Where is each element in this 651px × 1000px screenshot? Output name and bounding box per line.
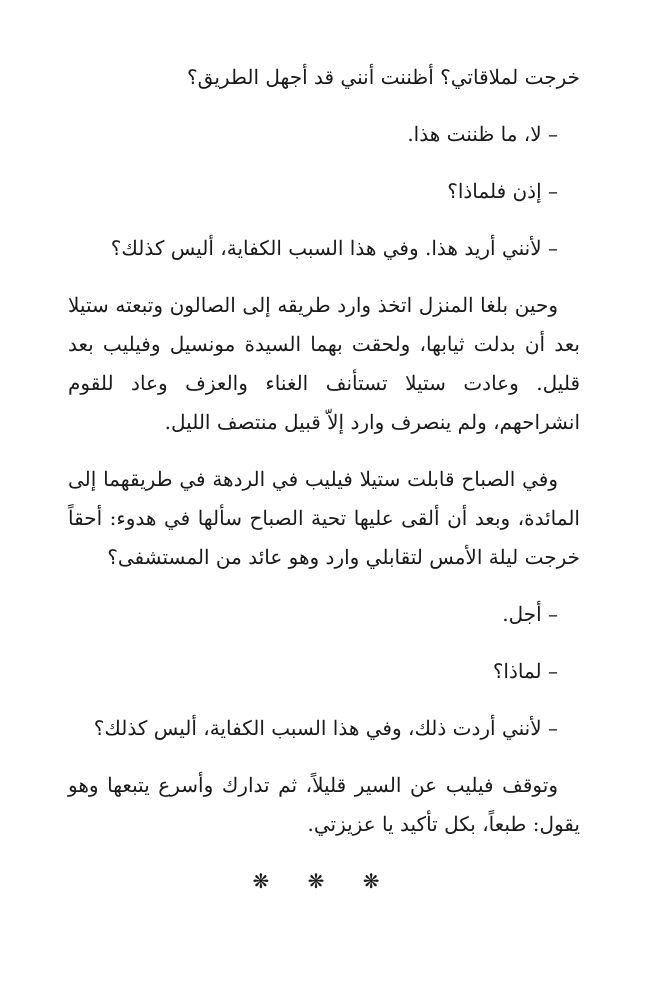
dialogue-line: – أجل. <box>502 602 558 626</box>
body-paragraph: وحين بلغا المنزل اتخذ وارد طريقه إلى الصالون وتبعته ستيلا بعد أن بدلت ثيابها، ولحقت بهما السيدة مونسيل وفيليب بعد قليل. وعادت ستيلا تستأنف الغناء والعزف وعاد للقوم انشراحهم، ولم ينصرف وارد إلاّ قبيل منتصف الليل. <box>68 293 580 434</box>
text-continuation: خرجت لملاقاتي؟ أظننت أنني قد أجهل الطريق؟ <box>187 65 580 89</box>
book-page <box>68 58 580 901</box>
dialogue-line: – لأنني أريد هذا. وفي هذا السبب الكفاية، أليس كذلك؟ <box>110 236 558 260</box>
section-break-ornament: ❋ ❋ ❋ <box>252 869 396 893</box>
body-paragraph: وفي الصباح قابلت ستيلا فيليب في الردهة في طريقهما إلى المائدة، وبعد أن ألقى عليها تحية الصباح سألها في هدوء: أحقاً خرجت ليلة الأمس لتقابلي وارد وهو عائد من المستشفى؟ <box>68 467 580 569</box>
dialogue-line: – لا، ما ظننت هذا. <box>407 122 558 146</box>
dialogue-line: – لأنني أردت ذلك، وفي هذا السبب الكفاية، أليس كذلك؟ <box>93 716 558 740</box>
body-paragraph: وتوقف فيليب عن السير قليلاً، ثم تدارك وأسرع يتبعها وهو يقول: طبعاً، بكل تأكيد يا عزيزتي. <box>68 773 580 836</box>
dialogue-line: – إذن فلماذا؟ <box>447 179 558 203</box>
dialogue-line: – لماذا؟ <box>492 659 558 683</box>
